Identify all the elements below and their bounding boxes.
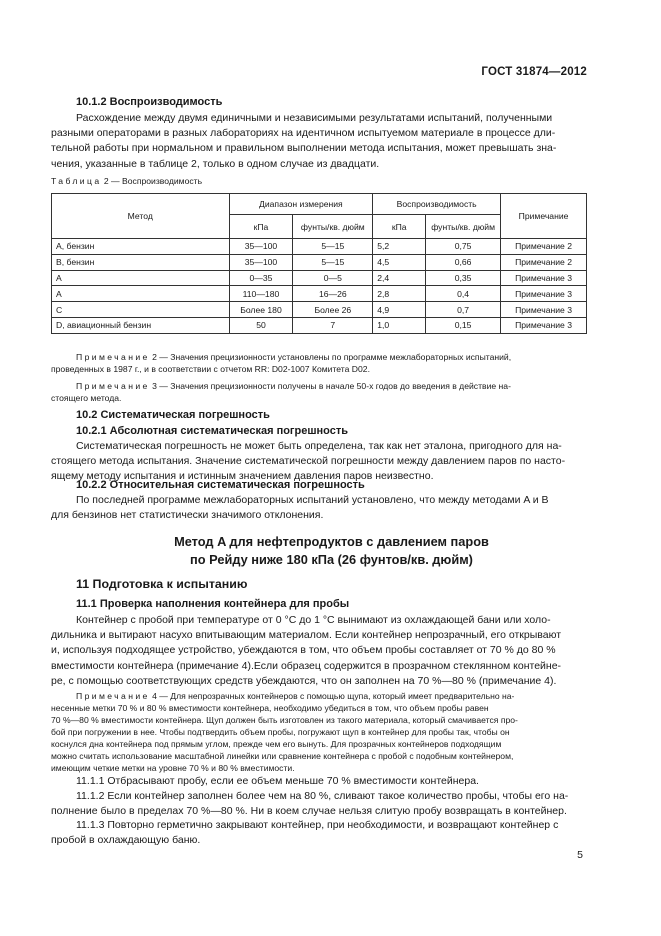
section-10-2-1-title: 10.2.1 Абсолютная систематическая погрешность — [76, 425, 349, 437]
cell-method: D, авиационный бензин — [52, 317, 230, 333]
section-11-1-title: 11.1 Проверка наполнения контейнера для пробы — [76, 598, 350, 610]
note-3: Примечание 3 — Значения прецизионности получены в начале 50-х годов до введения в действие на- стоящего метода. — [51, 381, 511, 403]
cell-note: Примечание 3 — [501, 317, 587, 333]
table-2-caption: Таблица 2 — Воспроизводимость — [51, 176, 203, 186]
cell-range-kpa: 35—100 — [229, 239, 293, 255]
reproducibility-table — [51, 193, 587, 334]
section-10-1-2-text — [51, 111, 587, 172]
subheader-psi: фунты/кв. дюйм — [426, 215, 501, 239]
section-10-1-2-title: 10.1.2 Воспроизводимость — [76, 96, 223, 108]
cell-note: Примечание 2 — [501, 239, 587, 255]
column-header-method: Метод — [52, 194, 230, 239]
cell-range-psi: Более 26 — [293, 302, 373, 318]
cell-method: C — [52, 302, 230, 318]
section-11-1-2-text: 11.1.2 Если контейнер заполнен более чем на 80 %, сливают такое количество пробы, чтобы его на- полнение было в пределах 70 %—80 %. Ни в коем случае нельзя слитую пробу возвращать в контейнер. — [51, 790, 569, 818]
cell-repro-psi: 0,15 — [426, 317, 501, 333]
section-11-1-3-text: 11.1.3 Повторно герметично закрывают контейнер, при необходимости, и возвращают контейнер с пробой в охлаждающую баню. — [51, 819, 559, 847]
cell-range-kpa: 0—35 — [229, 270, 293, 286]
column-header-range: Диапазон измерения — [229, 194, 373, 215]
cell-repro-kpa: 5,2 — [373, 239, 426, 255]
section-11-1-text: Контейнер с пробой при температуре от 0 °C до 1 °C вынимают из охлаждающей бани или холо- дильника и вытирают насухо впитывающим материалом. Если контейнер непрозрачный, его открывают и, используя подходящее устройство, убеждаются в том, что объем пробы составляет от 70 % до 80 % вместимости контейнера (примечание 4).Если образец содержится в прозрачном стеклянном контейне- ре, с помощью соответствующих средств убеждаются, что он заполнен на 70 %—80 % (примечание 4). — [51, 614, 562, 687]
cell-repro-psi: 0,35 — [426, 270, 501, 286]
cell-range-psi: 16—26 — [293, 286, 373, 302]
section-10-2-2-title: 10.2.2 Относительная систематическая погрешность — [76, 479, 365, 491]
text-line: тельной работы при нормальном и правильном выполнении метода испытания, может превышать зна- — [51, 142, 557, 155]
cell-range-psi: 0—5 — [293, 270, 373, 286]
table-row — [52, 317, 587, 333]
note-4: Примечание 4 — Для непрозрачных контейнеров с помощью щупа, который имеет предварительно на- несенные метки 70 % и 80 % вместимости контейнера, необходимо убедиться в том, что объем пробы равен 70 %—80 % вместимости контейнера. Щуп должен быть изготовлен из такого материала, который смачивается про- бой при погружении в нее. Чтобы подтвердить объем пробы, погружают щуп в контейнер для пробы так, чтобы он коснулся дна контейнера под прямым углом, прежде чем его вынуть. Для прозрачных контейнеров подходящим можно считать использование масштабной линейки или сравнение контейнера с пробой с подобным контейнером, имеющим четкие метки на уровне 70 % и 80 % вместимости. — [51, 691, 518, 773]
table-row — [52, 254, 587, 270]
text-line: Расхождение между двумя единичными и независимыми результатами испытаний, полученными — [76, 112, 553, 124]
text-line: разными операторами в разных лабораториях на идентичном испытуемом материале в процессе дли- — [51, 127, 556, 140]
cell-method: A — [52, 286, 230, 302]
section-11-title: 11 Подготовка к испытанию — [76, 577, 248, 591]
section-11-1-1-text: 11.1.1 Отбрасывают пробу, если ее объем меньше 70 % вместимости контейнера. — [76, 775, 479, 787]
subheader-kpa: кПа — [373, 215, 426, 239]
table-row — [52, 302, 587, 318]
cell-range-psi: 5—15 — [293, 254, 373, 270]
section-10-2-1-text: Систематическая погрешность не может быть определена, так как нет эталона, пригодного для на- стоящего метода испытания. Значение систематической погрешности между давлением паров по насто- ящему методу испытания и истинным значением давления паров неизвестно. — [51, 440, 566, 483]
cell-repro-kpa: 4,9 — [373, 302, 426, 318]
cell-repro-kpa: 1,0 — [373, 317, 426, 333]
table-row — [52, 286, 587, 302]
cell-repro-psi: 0,75 — [426, 239, 501, 255]
table-row — [52, 239, 587, 255]
document-code: ГОСТ 31874—2012 — [481, 66, 587, 78]
cell-repro-kpa: 2,4 — [373, 270, 426, 286]
method-a-title: Метод A для нефтепродуктов с давлением паров по Рейду ниже 180 кПа (26 фунтов/кв. дюйм) — [174, 534, 489, 567]
cell-method: A, бензин — [52, 239, 230, 255]
cell-note: Примечание 3 — [501, 302, 587, 318]
column-header-reproducibility: Воспроизводимость — [373, 194, 501, 215]
column-header-note: Примечание — [501, 194, 587, 239]
cell-repro-kpa: 2,8 — [373, 286, 426, 302]
cell-range-kpa: 50 — [229, 317, 293, 333]
cell-range-kpa: Более 180 — [229, 302, 293, 318]
cell-note: Примечание 3 — [501, 286, 587, 302]
table-row — [52, 270, 587, 286]
cell-range-psi: 7 — [293, 317, 373, 333]
cell-repro-psi: 0,4 — [426, 286, 501, 302]
cell-range-kpa: 110—180 — [229, 286, 293, 302]
cell-note: Примечание 3 — [501, 270, 587, 286]
cell-repro-psi: 0,66 — [426, 254, 501, 270]
cell-note: Примечание 2 — [501, 254, 587, 270]
cell-method: B, бензин — [52, 254, 230, 270]
cell-repro-kpa: 4,5 — [373, 254, 426, 270]
cell-method: A — [52, 270, 230, 286]
cell-range-kpa: 35—100 — [229, 254, 293, 270]
subheader-psi: фунты/кв. дюйм — [293, 215, 373, 239]
subheader-kpa: кПа — [229, 215, 293, 239]
page-number: 5 — [577, 849, 583, 861]
section-10-2-title: 10.2 Систематическая погрешность — [76, 409, 270, 421]
cell-range-psi: 5—15 — [293, 239, 373, 255]
section-10-2-2-text: По последней программе межлабораторных испытаний установлено, что между методами A и B для бензинов нет статистически значимого отклонения. — [51, 494, 549, 522]
cell-repro-psi: 0,7 — [426, 302, 501, 318]
note-2: Примечание 2 — Значения прецизионности установлены по программе межлабораторных испытаний, проведенных в 1987 г., и в соответствии с отчетом RR: D02-1007 Комитета D02. — [51, 352, 512, 374]
text-line: чения, указанные в таблице 2, только в одном случае из двадцати. — [51, 157, 380, 170]
